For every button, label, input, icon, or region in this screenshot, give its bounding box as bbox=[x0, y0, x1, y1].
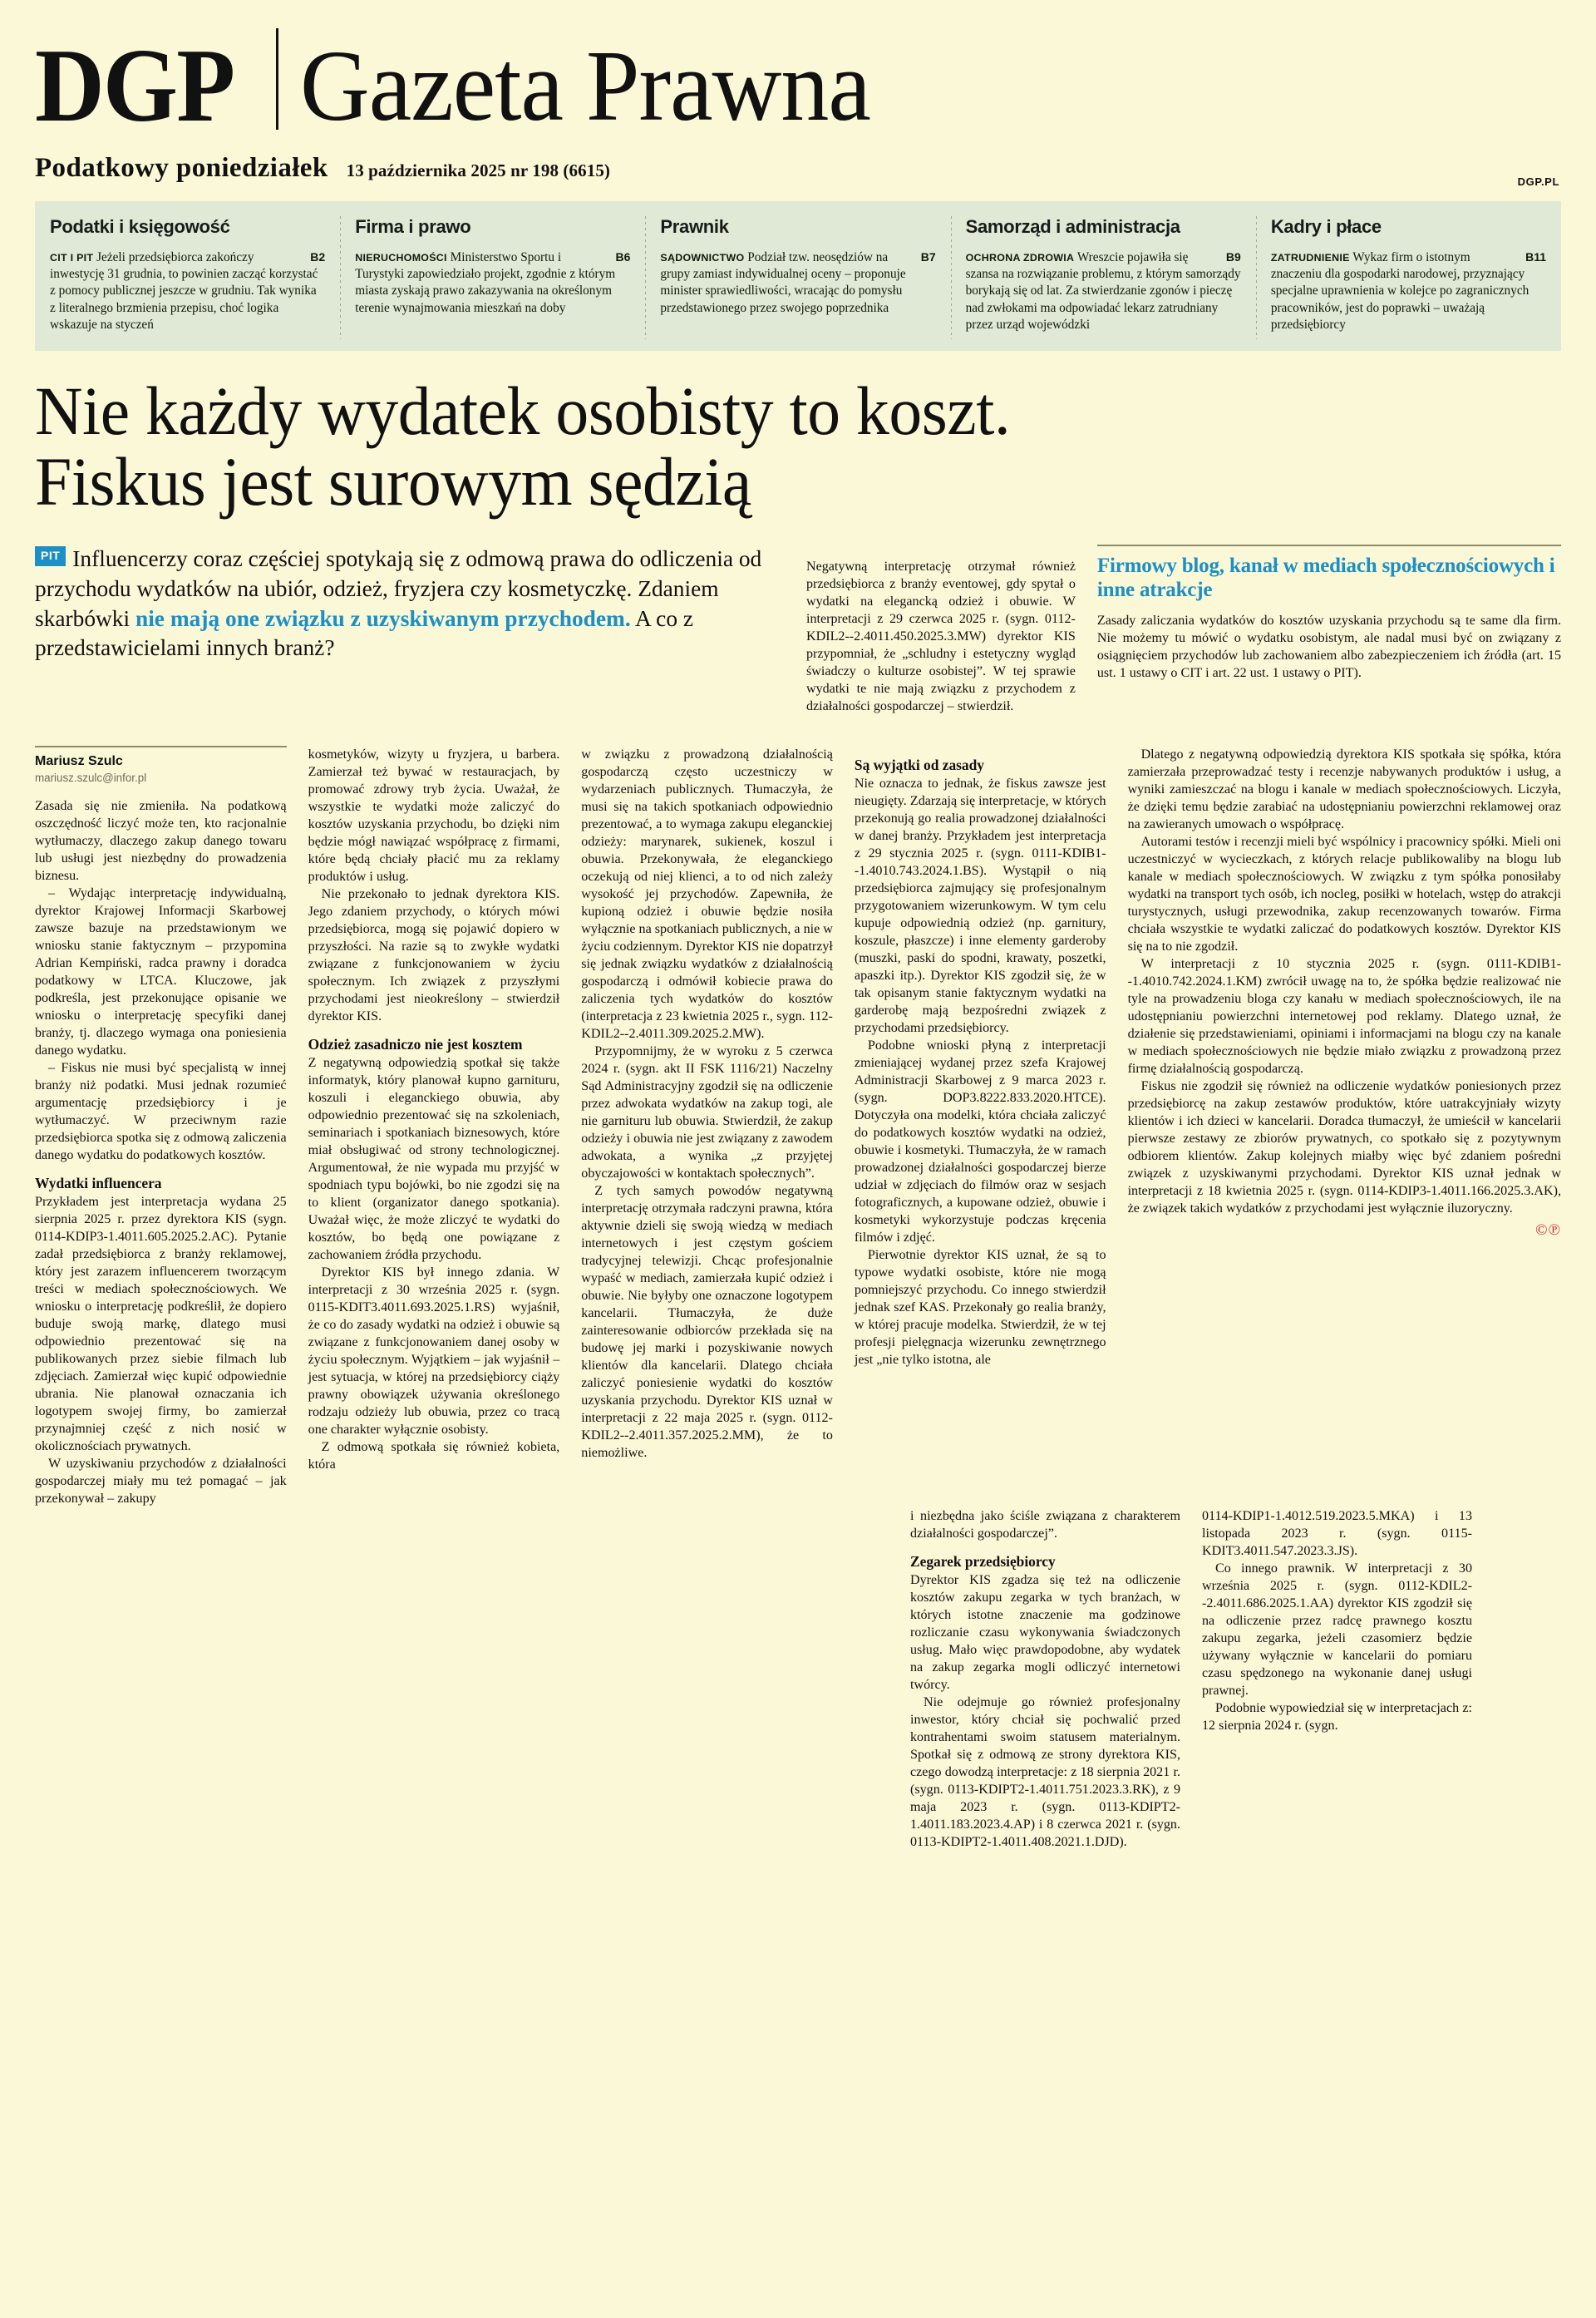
paragraph: Nie odejmuje go również profesjonalny inwestor, który chciał się pochwalić przed kontrahentami swoim statusem materialnym. Spotkał się z odmową ze strony dyrektora KIS, czego dowodzą interpretacje: z 18 sierpnia 2021 r. (sygn. 0113-KDIPT2-1.4011.751.2023.3.RK), z 9 maja 2023 r. (sygn. 0113-KDIPT2-1.4011.183.2023.4.AP) i 8 czerwca 2021 r. (sygn. 0113-KDIPT2-1.4011.408.2021.1.DJD). bbox=[910, 1695, 1180, 1850]
publication-title: Gazeta Prawna bbox=[299, 30, 870, 143]
body-column-5b bbox=[1202, 1507, 1472, 1851]
nav-section-label: OCHRONA ZDROWIA bbox=[965, 252, 1075, 264]
paragraph: – Fiskus nie musi być specjalistą w innej branży niż podatki. Musi jednak rozumieć argumentację przedsiębiorcy i je wytłumaczyć. W przeciwnym razie przedsiębiorca spotka się z odmową zaliczenia danego wydatku do podatkowych kosztów. bbox=[35, 1060, 287, 1162]
body-column-4 bbox=[855, 746, 1106, 1508]
nav-section-body bbox=[50, 249, 325, 333]
lead-paragraph bbox=[35, 545, 785, 728]
subheading: Są wyjątki od zasady bbox=[854, 756, 984, 773]
paragraph: Z negatywną odpowiedzią spotkał się także informatyk, który planował kupno garnituru, koszuli i eleganckiego obuwia, aby odpowiednio prezentować się na szkoleniach, seminariach i spotkaniach biznesowych, które miał obsługiwać od strony technologicznej. Argumentował, że nie wypada mu przyjść w spodniach typu bojówki, bo nie zgodzi się na to klient (organizator danego spotkania). Uważał więc, że może zliczyć te wydatki do kosztów, bo będą one powiązane z zachowaniem źródła przychodu. bbox=[308, 1055, 560, 1262]
body-column-2 bbox=[308, 746, 560, 1508]
headline-line-2: Fiskus jest surowym sędzią bbox=[35, 442, 751, 520]
paragraph: Nie oznacza to jednak, że fiskus zawsze jest nieugięty. Zdarzają się interpretacje, w których przekonują go realia prowadzonej działalności w danej branży. Przykładem jest interpretacja z 29 stycznia 2025 r. (sygn. 0111-KDIB1--1.4010.743.2024.1.BS). Wystąpił o nią przedsiębiorca zajmujący się profesjonalnym przygotowaniem wizerunkowym. W tym celu kupuje odpowiednią odzież (np. garnitury, koszule, płaszcze) i inne elementy garderoby (muszki, paski do spodni, krawaty, poszetki, apaszki itp.). Dyrektor KIS zgodził się, że w tak opisanym stanie faktycznym wydatki na garderobę mają bezpośredni związek z przychodami przedsiębiorcy. bbox=[854, 776, 1106, 1035]
subheading: Wydatki influencera bbox=[35, 1174, 162, 1191]
subheading: Odzież zasadniczo nie jest kosztem bbox=[308, 1035, 523, 1053]
nav-section-title: Prawnik bbox=[660, 216, 729, 237]
lead-text-part2: A co z przedstawicielami innych branż? bbox=[35, 605, 694, 661]
paragraph: Podobnie wypowiedział się w interpretacjach z: 12 sierpnia 2024 r. (sygn. bbox=[1202, 1701, 1472, 1734]
nav-page-ref[interactable]: B2 bbox=[310, 250, 326, 264]
edition-kicker: Podatkowy poniedziałek bbox=[35, 153, 328, 183]
website-logo[interactable]: DGP.PL bbox=[1517, 175, 1559, 188]
nav-section-text: Wykaz firm o istotnym znaczeniu dla gospodarki narodowej, przyznający specjalne uprawnienia w kolejce po zagranicznych pracowników, jest do poprawki – uważają przedsiębiorcy bbox=[1270, 250, 1530, 332]
sidebar-paragraph: Zasady zaliczania wydatków do kosztów uzyskania przychodu są te same dla firm. Nie możemy tu mówić o wydatku osobistym, ale nadal musi być on związany z osiągnięciem przychodów lub zachowaniem albo zabezpieczeniem ich źródła (art. 15 ust. 1 ustawy o CIT i art. 22 ust. 1 ustawy o PIT). bbox=[1096, 614, 1561, 681]
dateline: 13 października 2025 nr 198 (6615) bbox=[346, 160, 611, 180]
paragraph: Zasada się nie zmieniła. Na podatkową oszczędność liczyć może ten, kto racjonalnie wytłumaczy, dlaczego zakup danego towaru lub usługi jest niezbędny do prowadzenia biznesu. bbox=[35, 798, 287, 883]
nav-section-samorzad[interactable] bbox=[951, 213, 1256, 343]
author-email[interactable]: mariusz.szulc@infor.pl bbox=[35, 772, 147, 785]
nav-section-body bbox=[966, 249, 1241, 333]
main-headline[interactable] bbox=[35, 372, 1500, 520]
author-name[interactable]: Mariusz Szulc bbox=[35, 753, 123, 768]
nav-section-podatki[interactable] bbox=[35, 213, 340, 343]
nav-page-ref[interactable]: B7 bbox=[920, 250, 936, 264]
paragraph: Negatywną interpretację otrzymał również przedsiębiorca z branży eventowej, gdy spytał o wydatki na elegancką odzież i obuwie. W interpretacji z 29 czerwca 2025 r. (sygn. 0112-KDIL2--2.4011.450.2025.3.MW) dyrektor KIS przypomniał, że „schludny i estetyczny wygląd świadczy o kulturze osobistej”. W tej sprawie wydatki te nie mają związku z przychodem z działalności gospodarczej – stwierdził. bbox=[805, 560, 1076, 714]
nav-page-ref[interactable]: B11 bbox=[1525, 250, 1547, 264]
paragraph: 0114-KDIP1-1.4012.519.2023.5.MKA) i 13 listopada 2023 r. (sygn. 0115-KDIT3.4011.547.2023.3.JS). bbox=[1202, 1509, 1472, 1559]
article-tail bbox=[35, 1507, 1561, 1851]
dgp-logo[interactable]: DGP bbox=[35, 28, 234, 145]
paragraph: Przypomnijmy, że w wyroku z 5 czerwca 2024 r. (sygn. akt II FSK 1116/21) Naczelny Sąd Administracyjny zgodził się na odliczenie przez adwokata wydatków na zakup togi, ale nie garnituru lub obuwia. Stwierdził, że zakup odzieży i obuwia nie jest związany z zawodem adwokata, a wynika „z przyjętej obyczajowości w kontaktach społecznych”. bbox=[581, 1043, 833, 1181]
nav-section-text: Wreszcie pojawiła się szansa na rozwiązanie problemu, z którym samorządy borykają się od lat. Za stwierdzanie zgonów i pieczę nad zwłokami ma odpowiadać lekarz zatrudniany przez urząd wojewódzki bbox=[965, 250, 1241, 332]
body-column-1 bbox=[35, 746, 287, 1508]
paragraph: Co innego prawnik. W interpretacji z 30 września 2025 r. (sygn. 0112-KDIL2--2.4011.686.2025.1.AA) dyrektor KIS zgodził się na odliczenie przez radcę prawnego kosztu zakupu zegarka, jeżeli czasomierz będzie używany wyłącznie w kancelarii do pomiaru czasu spędzonego na wykonanie danej usługi prawnej. bbox=[1202, 1561, 1472, 1699]
byline-rule bbox=[35, 746, 287, 747]
body-column-5 bbox=[1128, 746, 1561, 1508]
subheading: Zegarek przedsiębiorcy bbox=[910, 1553, 1056, 1571]
nav-section-text: Ministerstwo Sportu i Turystyki zapowiedziało projekt, zgodnie z którym miasta zyskają prawo zakazywania na określonym terenie wynajmowania mieszkań na doby bbox=[355, 250, 616, 315]
nav-section-text: Podział tzw. neosędziów na grupy zamiast indywidualnej oceny – proponuje minister sprawiedliwości, wracając do pomysłu przedstawionego przez swojego poprzednika bbox=[660, 250, 906, 315]
sidebar-paragraph: Fiskus nie zgodził się również na odliczenie wydatków poniesionych przez przedsiębiorcę na zakup zestawów produktów, które uatrakcyjniały wizyty klientów i ich dzieci w kancelarii. Doradca tłumaczył, że umieścił w kancelarii pierwsze zestawy ze zbiorów prywatnych, co spotkało się z pozytywnym odbiorem klientów. Zakup kolejnych miałby więc być zdaniem pośredni związek z uzyskiwanymi przychodami. Dyrektor KIS uznał jednak w interpretacji z 18 kwietnia 2025 r. (sygn. 0114-KDIP3-1.4011.166.2025.3.AK), że związek takich wydatków z przychodami jest wyłącznie iluzoryczny. bbox=[1127, 1078, 1562, 1216]
lead-column-4-top bbox=[806, 545, 1076, 728]
nav-section-label: ZATRUDNIENIE bbox=[1270, 252, 1350, 264]
nav-section-firma[interactable] bbox=[340, 213, 645, 343]
lead-row bbox=[35, 545, 1561, 728]
lead-highlight: nie mają one związku z uzyskiwanym przychodem. bbox=[135, 605, 631, 631]
nav-section-title: Firma i prawo bbox=[355, 216, 471, 237]
paragraph: Dyrektor KIS był innego zdania. W interpretacji z 30 września 2025 r. (sygn. 0115-KDIT3.4011.693.2025.1.RS) wyjaśnił, że co do zasady wydatki na odzież i obuwie są związane z funkcjonowaniem danej osoby w życiu społecznym. Wyjątkiem – jak wyjaśnił – jest sytuacja, w której na przedsiębiorcy ciąży prawny obowiązek używania określonego rodzaju odzieży lub obuwia, przez co tracą one charakter wyłącznie osobisty. bbox=[308, 1265, 560, 1437]
paragraph: Podobne wnioski płyną z interpretacji zmieniającej wydanej przez szefa Krajowej Administracji Skarbowej z 9 marca 2023 r. (sygn. DOP3.8222.833.2020.HTCE). Dotyczyła ona modelki, która chciała zaliczyć do podatkowych kosztów wydatki na odzież, obuwie i kosmetyki. Tłumaczyła, że w ramach prowadzonej działalności gospodarczej bierze udział w zdjęciach do filmów oraz w sesjach fotograficznych, a kupowane odzież, obuwie i kosmetyki wykorzystuje podczas kręcenia filmów i zdjęć. bbox=[854, 1038, 1106, 1245]
date-bar bbox=[35, 153, 1561, 191]
paragraph: – Wydając interpretację indywidualną, dyrektor Krajowej Informacji Skarbowej zawsze bazuje na przedstawionym we wniosku stanie faktycznym – przypomina Adrian Kempiński, radca prawny i doradca podatkowy w LTCA. Kluczowe, jak podkreśla, jest przekonujące opisanie we wniosku o interpretację specyfiki danej branży, tj. dlaczego wymaga ona poniesienia danego wydatku. bbox=[35, 885, 287, 1058]
nav-section-body bbox=[660, 249, 935, 317]
lead-text-part1: Influencerzy coraz częściej spotykają się z odmową prawa do odliczenia od przychodu wydatków na ubiór, odzież, fryzjera czy kosmetyczkę. Zdaniem skarbówki bbox=[35, 546, 762, 631]
paragraph: Pierwotnie dyrektor KIS uznał, że są to typowe wydatki osobiste, które nie mogą pomniejszyć przychodu. Co innego stwierdził jednak szef KAS. Przekonały go realia branży, w której pracuje modelka. Stwierdził, że w tej profesji pielęgnacja wizerunku zewnętrznego jest „nie tylko istotna, ale bbox=[854, 1247, 1106, 1367]
nav-section-prawnik[interactable] bbox=[645, 213, 950, 343]
copyright-mark: ©℗ bbox=[1535, 1221, 1562, 1239]
nav-section-title: Podatki i księgowość bbox=[50, 216, 230, 237]
paragraph: Z tych samych powodów negatywną interpretację otrzymała radczyni prawna, która aktywnie dzieli się swoją wiedzą w mediach internetowych i jest częstym gościem tradycyjnej telewizji. Chcąc profesjonalnie wypaść w mediach, zamierzała kupić odzież i obuwie. Nie byłyby one oznaczone logotypem kancelarii. Tłumaczyła, że duże zainteresowanie odbiorców przekłada się na budowę jej marki i pozyskiwanie nowych klientów dla kancelarii. Dlatego chciała zaliczyć poniesienie wydatki do kosztów uzyskania przychodu. Dyrektor KIS uznał w interpretacji z 22 maja 2025 r. (sygn. 0112-KDIL2--2.4011.357.2025.2.MM), że to niemożliwe. bbox=[581, 1183, 833, 1460]
paragraph: Z odmową spotkała się również kobieta, która bbox=[308, 1439, 560, 1472]
nav-section-text: Jeżeli przedsiębiorca zakończy inwestycję 31 grudnia, to powinien zacząć korzystać z pomocy publicznej jeszcze w grudniu. Tak wynika z literalnego brzmienia przepisu, choć logika wskazuje na styczeń bbox=[50, 250, 318, 332]
nav-section-label: SĄDOWNICTWO bbox=[660, 252, 745, 264]
article-body bbox=[35, 746, 1561, 1508]
paragraph: kosmetyków, wizyty u fryzjera, u barbera. Zamierzał też bywać w restauracjach, by promować zdrowy tryb życia. Uważał, że wszystkie te wydatki może zaliczyć do kosztów uzyskania przychodu, bo dzięki nim będzie mógł nawiązać współpracę z firmami, które będą chciały płacić mu za reklamy produktów i usług. bbox=[308, 747, 560, 884]
body-column-5a bbox=[910, 1507, 1180, 1851]
nav-page-ref[interactable]: B6 bbox=[615, 250, 631, 264]
sidebar-title: Firmowy blog, kanał w mediach społecznościowych i inne atrakcje bbox=[1096, 555, 1555, 601]
paragraph: Przykładem jest interpretacja wydana 25 sierpnia 2025 r. przez dyrektora KIS (sygn. 0114-KDIP3-1.4011.605.2025.2.AC). Pytanie zadał przedsiębiorca z branży reklamowej, który jest zarazem influencerem tworzącym treści w mediach społecznościowych. We wniosku o interpretację podkreślił, że dopiero buduje swoją markę, dlatego musi odpowiednio prezentować się na publikowanych przez siebie filmach lub zdjęciach. Zamierzał więc kupić odpowiednie ubrania. Nie planował oznaczania ich logotypem swojej firmy, bo zamierzał przynajmniej część z nich nosić w okolicznościach prywatnych. bbox=[35, 1195, 287, 1454]
nav-section-kadry[interactable] bbox=[1256, 213, 1561, 343]
masthead-divider bbox=[276, 28, 278, 130]
sidebar-rule bbox=[1097, 545, 1561, 546]
section-nav bbox=[35, 201, 1561, 351]
nav-section-label: NIERUCHOMOŚCI bbox=[355, 252, 447, 264]
nav-section-body bbox=[1271, 249, 1546, 333]
nav-section-title: Samorząd i administracja bbox=[965, 216, 1180, 237]
sidebar-paragraph: W interpretacji z 10 stycznia 2025 r. (sygn. 0111-KDIB1--1.4010.742.2024.1.KM) zwrócił uwagę na to, że spółka będzie realizować nie tyle na prowadzeniu bloga czy kanału w mediach społecznościowych, ile na udostępnianiu powierzchni internetowej pod reklamy. Dlatego uznał, że działenie się przedstawieniami, opiniami i informacjami na blogu czy na kanale w mediach społecznościowych nie będzie miało związku z prowadzoną przez firmę działalnością gospodarczą. bbox=[1127, 956, 1562, 1076]
sidebar-block bbox=[1097, 545, 1561, 728]
paragraph: W uzyskiwaniu przychodów z działalności gospodarczej miały mu też pomagać – jak przekonywał – zakupy bbox=[35, 1457, 287, 1507]
sidebar-paragraph: Dlatego z negatywną odpowiedzią dyrektora KIS spotkała się spółka, która zamierzała przeprowadzać testy i recenzje nabywanych produktów i usług, a wyniki zamieszczać na blogu i kanale w mediach społecznościowych. Liczyła, że dzięki temu będzie zarabiać na udostępnianiu powierzchni reklamowej oraz na zawieranych umowach o współpracę. bbox=[1127, 747, 1562, 831]
nav-page-ref[interactable]: B9 bbox=[1225, 250, 1241, 264]
paragraph: i niezbędna jako ściśle związana z charakterem działalności gospodarczej”. bbox=[910, 1509, 1180, 1541]
nav-section-label: CIT I PIT bbox=[50, 252, 94, 264]
pit-badge[interactable]: PIT bbox=[35, 546, 66, 565]
masthead bbox=[35, 0, 1561, 145]
headline-line-1: Nie każdy wydatek osobisty to koszt. bbox=[35, 372, 1011, 449]
paragraph: Dyrektor KIS zgadza się też na odliczenie kosztów zakupu zegarka w tych branżach, w których istotne znaczenie ma godzinowe rozliczanie czasu wykonywania świadczonych usług. Mało więc prawdopodobne, aby wydatek na zakup zegarka mogli odliczyć internetowi twórcy. bbox=[910, 1573, 1180, 1693]
nav-section-title: Kadry i płace bbox=[1270, 216, 1382, 237]
body-column-3 bbox=[581, 746, 833, 1508]
nav-section-body bbox=[355, 249, 630, 317]
sidebar-paragraph: Autorami testów i recenzji mieli być wspólnicy i pracownicy spółki. Mieli oni uczestniczyć w wycieczkach, z których relacje publikowaliby na blogu lub kanale w mediach społecznościowych. W związku z tym spółka ponosiłaby wydatki na transport tych osób, ich nocleg, posiłki w hotelach, wstęp do atrakcji turystycznych, usługi przewodnika, zakup recenzowanych towarów. Firma chciała wszystkie te wydatki zaliczać do podatkowych kosztów. Dyrektor KIS się na to nie zgodził. bbox=[1127, 834, 1562, 954]
paragraph: w związku z prowadzoną działalnością gospodarczą często uczestniczy w wydarzeniach publicznych. Tłumaczyła, że musi się na takich spotkaniach odpowiednio prezentować, a to wymaga zakupu eleganckiej odzieży: marynarek, sukienek, koszul i obuwia. Przekonywała, że eleganckiego oczekują od niej klienci, a to od nich zależy wysokość jej przychodów. Zapewniła, że kupioną odzież i obuwie będzie nosiła wyłącznie na spotkaniach publicznych, a nie w życiu codziennym. Dyrektor KIS nie dopatrzył się jednak związku wydatków z działalnością gospodarczą i odmówił kobiecie prawa do zaliczenia tych wydatków do kosztów (interpretacja z 23 kwietnia 2025 r., sygn. 112-KDIL2--2.4011.309.2025.2.MW). bbox=[581, 747, 833, 1041]
paragraph: Nie przekonało to jednak dyrektora KIS. Jego zdaniem przychody, o których mówi przedsiębiorca, mogą się pojawić dopiero w przyszłości. Na razie są to zwykłe wydatki związane z funkcjonowaniem w życiu społecznym. Ich związek z przyszłymi przychodami jest nieokreślony – stwierdził dyrektor KIS. bbox=[308, 886, 560, 1023]
